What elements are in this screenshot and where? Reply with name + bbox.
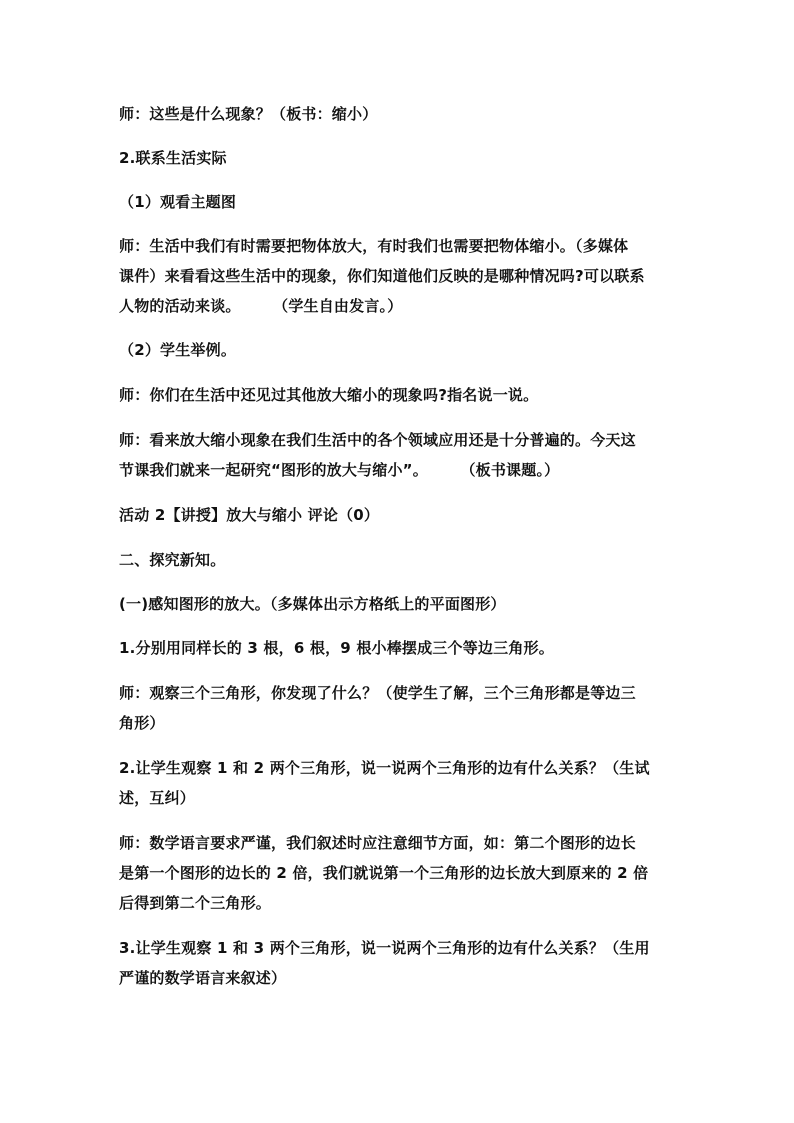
text-line: 述，互纠）: [119, 789, 196, 807]
text-line: 活动 2【讲授】放大与缩小 评论（0）: [119, 506, 380, 524]
text-line: （1）观看主题图: [119, 193, 237, 211]
text-line: 课件）来看看这些生活中的现象，你们知道他们反映的是哪种情况吗?可以联系: [119, 267, 645, 285]
text-line: 师：生活中我们有时需要把物体放大，有时我们也需要把物体缩小。（多媒体: [119, 237, 629, 255]
text-line: 二、探究新知。: [119, 551, 226, 569]
text-line: 2.联系生活实际: [119, 149, 227, 167]
text-line: 3.让学生观察 1 和 3 两个三角形，说一说两个三角形的边有什么关系？（生用: [119, 939, 650, 957]
text-line: 1.分别用同样长的 3 根，6 根，9 根小棒摆成三个等边三角形。: [119, 639, 554, 657]
text-line: 节课我们就来一起研究“图形的放大与缩小”。 （板书课题。）: [119, 461, 560, 479]
text-line: 严谨的数学语言来叙述）: [119, 969, 287, 987]
text-line: 人物的活动来谈。 （学生自由发言。）: [119, 297, 403, 315]
text-line: 师：看来放大缩小现象在我们生活中的各个领域应用还是十分普遍的。今天这: [119, 431, 636, 449]
text-line: （2）学生举例。: [119, 341, 237, 359]
text-line: 角形）: [119, 714, 165, 732]
text-line: 师：数学语言要求严谨，我们叙述时应注意细节方面，如：第二个图形的边长: [119, 834, 636, 852]
text-line: 是第一个图形的边长的 2 倍，我们就说第一个三角形的边长放大到原来的 2 倍: [119, 864, 649, 882]
text-line: 师：这些是什么现象？（板书：缩小）: [119, 105, 378, 123]
text-line: (一)感知图形的放大。（多媒体出示方格纸上的平面图形）: [119, 595, 506, 613]
text-line: 2.让学生观察 1 和 2 两个三角形，说一说两个三角形的边有什么关系？（生试: [119, 759, 650, 777]
text-line: 后得到第二个三角形。: [119, 894, 272, 912]
text-line: 师：你们在生活中还见过其他放大缩小的现象吗?指名说一说。: [119, 386, 539, 404]
text-line: 师：观察三个三角形，你发现了什么？（使学生了解，三个三角形都是等边三: [119, 684, 636, 702]
